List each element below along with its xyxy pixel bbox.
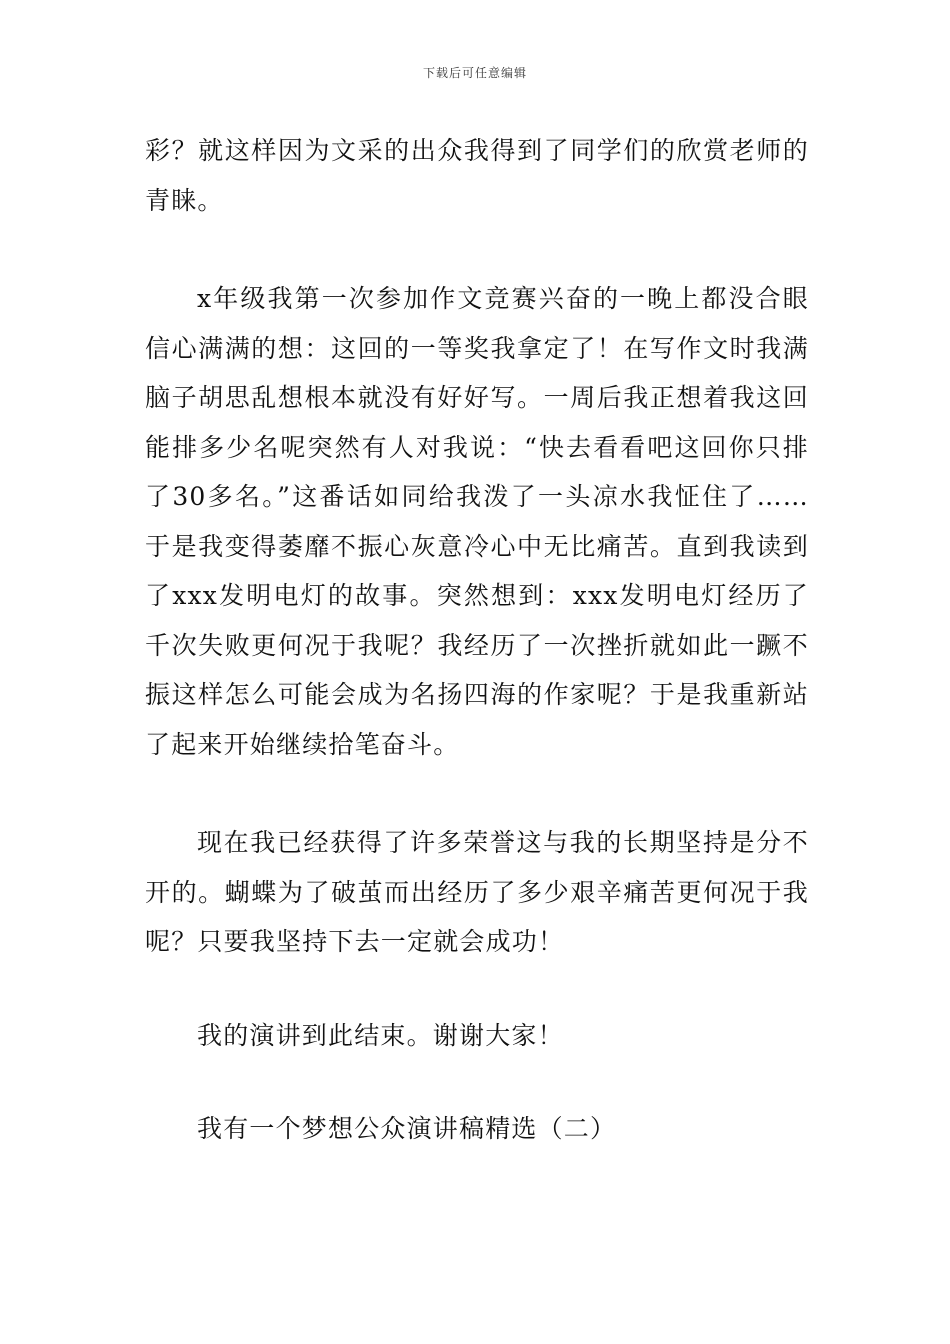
paragraph-spacer bbox=[145, 967, 809, 1011]
page-header: 下载后可任意编辑 bbox=[422, 66, 527, 80]
paragraph-essay-contest: x年级我第一次参加作文竞赛兴奋的一晚上都没合眼信心满满的想：这回的一等奖我拿定了！在写作文时我满脑子胡思乱想根本就没有好好写。一周后我正想着我这回能排多少名呢突然有人对我说：“快去看看吧这回你只排了30多名。”这番话如同给我泼了一头凉水我怔住了……于是我变得萎靡不振心灰意冷心中无比痛苦。直到我读到了xxx发明电灯的故事。突然想到：xxx发明电灯经历了千次失败更何况于我呢？我经历了一次挫折就如此一蹶不振这样怎么可能会成为名扬四海的作家呢？于是我重新站了起来开始继续拾笔奋斗。 bbox=[145, 284, 809, 759]
paragraph-closing: 我的演讲到此结束。谢谢大家！ bbox=[197, 1020, 564, 1050]
paragraph-continuation: 彩？就这样因为文采的出众我得到了同学们的欣赏老师的青睐。 bbox=[145, 136, 809, 215]
paragraph-spacer bbox=[145, 225, 809, 274]
paragraph-honors: 现在我已经获得了许多荣誉这与我的长期坚持是分不开的。蝴蝶为了破茧而出经历了多少艰辛痛苦更何况于我呢？只要我坚持下去一定就会成功！ bbox=[145, 828, 809, 956]
paragraph-spacer bbox=[145, 1060, 809, 1104]
document-body bbox=[145, 126, 809, 1154]
paragraph-spacer bbox=[145, 769, 809, 818]
section-title: 我有一个梦想公众演讲稿精选（二） bbox=[197, 1114, 617, 1143]
